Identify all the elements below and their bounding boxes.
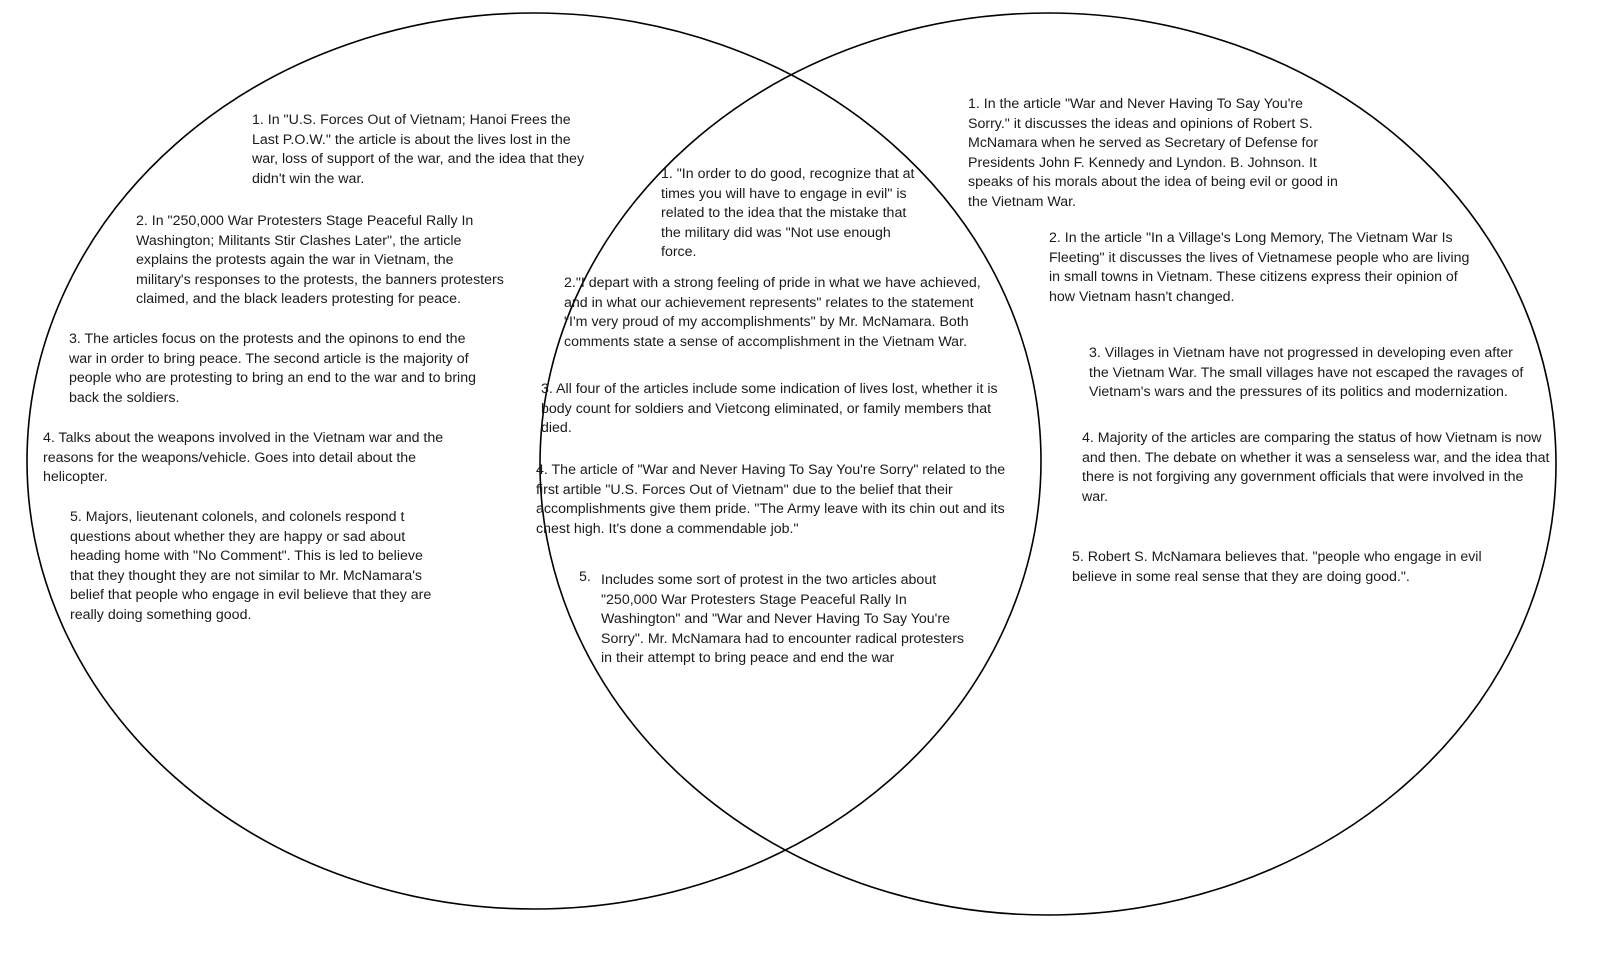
right-note-1: 1. In the article "War and Never Having To Say You're Sorry." it discusses the ideas and opinions of Robert S. McNamara when he served as Secretary of Defense for Presidents John F. Kennedy and Lyndon. B. Johnson. It speaks of his morals about the idea of being evil or good in the Vietnam War. [968, 96, 1338, 210]
left-note-4: 4. Talks about the weapons involved in the Vietnam war and the reasons for the weapons/vehicle. Goes into detail about the helicopter. [43, 430, 444, 486]
overlap-note-5: Includes some sort of protest in the two articles about "250,000 War Protesters Stage Peaceful Rally In Washington" and "War and Never Having To Say You're Sorry". Mr. McNamara had to encounter radical protesters in their attempt to bring peace and end the war [601, 572, 965, 667]
left-note-3: 3. The articles focus on the protests and the opinons to end the war in order to bring peace. The second article is the majority of people who are protesting to bring an end to the war and to bring back the soldiers. [69, 331, 476, 406]
overlap-note-1: 1. "In order to do good, recognize that at times you will have to engage in evil" is related to the idea that the mistake that the military did was "Not use enough force. [661, 166, 915, 261]
left-note-5: 5. Majors, lieutenant colonels, and colonels respond t questions about whether they are happy or sad about heading home with "No Comment". This is led to believe that they thought they are not similar to Mr. McNamara's belief that people who engage in evil believe that they are really doing something good. [70, 509, 432, 623]
right-note-5: 5. Robert S. McNamara believes that. "people who engage in evil believe in some real sense that they are doing good.". [1072, 549, 1482, 585]
overlap-note-3: 3. All four of the articles include some indication of lives lost, whether it is body count for soldiers and Vietcong eliminated, or family members that died. [541, 381, 998, 437]
right-note-3: 3. Villages in Vietnam have not progressed in developing even after the Vietnam War. The small villages have not escaped the ravages of Vietnam's wars and the pressures of its politics and modernization. [1089, 345, 1524, 401]
left-note-1: 1. In "U.S. Forces Out of Vietnam; Hanoi Frees the Last P.O.W." the article is about the lives lost in the war, loss of support of the war, and the idea that they didn't win the war. [252, 112, 585, 187]
overlap-note-5-number: 5. [579, 569, 591, 585]
right-note-4: 4. Majority of the articles are comparing the status of how Vietnam is now and then. The debate on whether it was a senseless war, and the idea that there is not forgiving any government officials that were involved in the war. [1082, 430, 1550, 505]
right-note-2: 2. In the article "In a Village's Long Memory, The Vietnam War Is Fleeting" it discusses the lives of Vietnamese people who are living in small towns in Vietnam. These citizens express their opinion of how Vietnam hasn't changed. [1049, 230, 1470, 305]
left-note-2: 2. In "250,000 War Protesters Stage Peaceful Rally In Washington; Militants Stir Clashes Later", the article explains the protests again the war in Vietnam, the military's responses to the protests, the banners protesters claimed, and the black leaders protesting for peace. [136, 213, 504, 308]
overlap-note-4: 4. The article of "War and Never Having To Say You're Sorry" related to the first artible "U.S. Forces Out of Vietnam" due to the belief that their accomplishments give them pride. "The Army leave with its chin out and its chest high. It's done a commendable job." [536, 462, 1006, 537]
overlap-note-2: 2."I depart with a strong feeling of pride in what we have achieved, and in what our achievement represents" relates to the statement "I'm very proud of my accomplishments" by Mr. McNamara. Both comments state a sense of accomplishment in the Vietnam War. [564, 275, 981, 350]
